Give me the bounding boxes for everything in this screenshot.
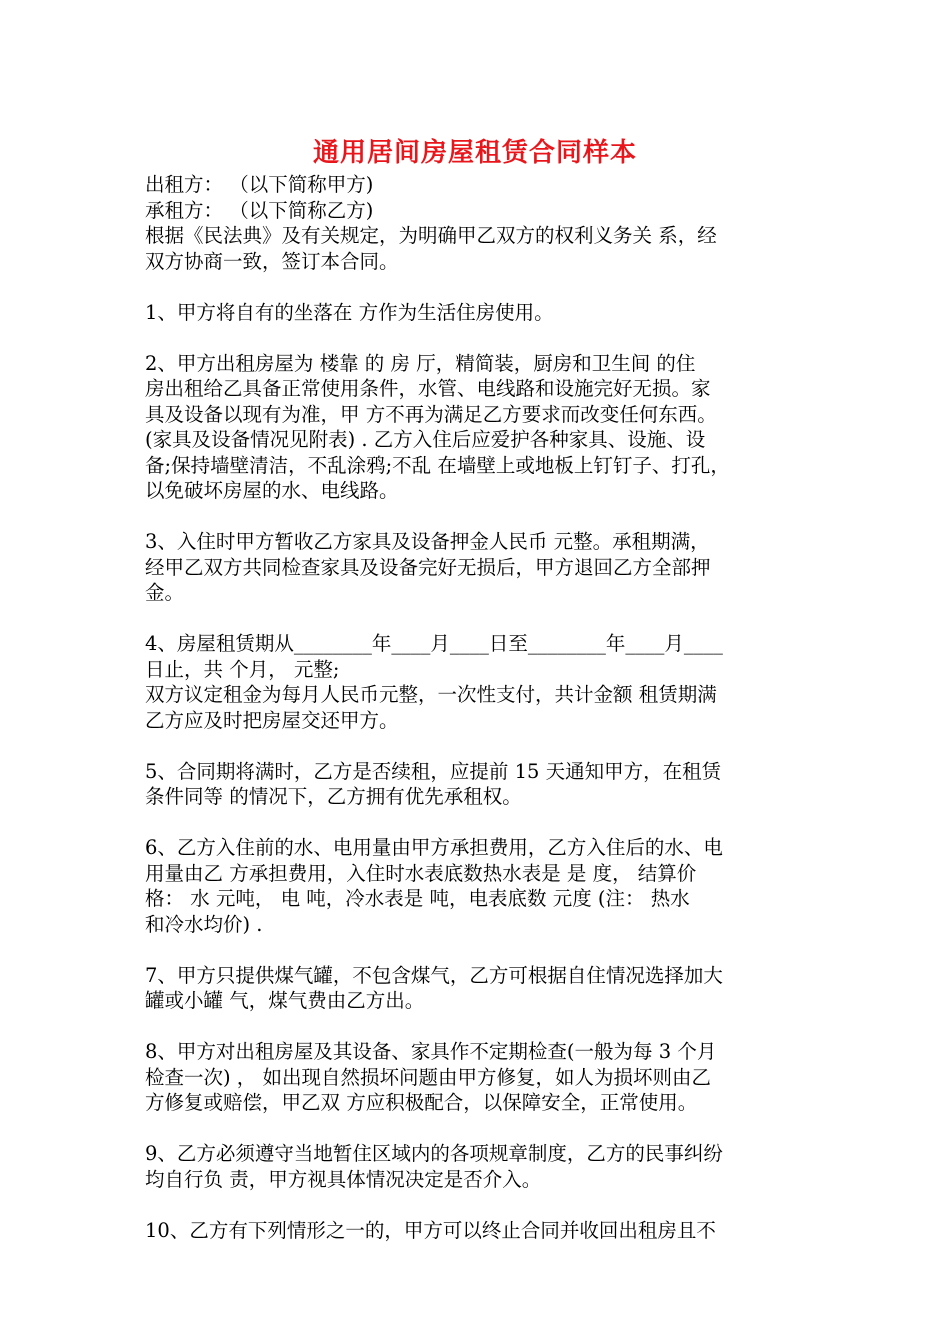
clause-line: 检查一次) ， 如出现自然损坏问题由甲方修复，如人为损坏则由乙 [145, 1065, 712, 1089]
clause-10 [145, 1218, 815, 1244]
preamble-line: 双方协商一致，签订本合同。 [145, 249, 399, 273]
clause-line: 2、甲方出租房屋为 楼靠 的 房 厅，精简装，厨房和卫生间 的住 [145, 351, 696, 375]
clause-5 [145, 759, 815, 810]
clause-line: 房出租给乙具备正常使用条件，水管、电线路和设施完好无损。家 [145, 377, 711, 400]
clause-line: 均自行负 责，甲方视具体情况决定是否介入。 [145, 1167, 542, 1191]
clause-line: 1、甲方将自有的坐落在 方作为生活住房使用。 [145, 300, 554, 324]
clause-line: 10、乙方有下列情形之一的，甲方可以终止合同并收回出租房且不 [145, 1218, 716, 1242]
clause-line: 方修复或赔偿，甲乙双 方应积极配合，以保障安全，正常使用。 [145, 1091, 698, 1114]
lessee-line: 承租方： （以下简称乙方) [145, 198, 374, 222]
clause-8 [145, 1039, 815, 1116]
clause-line: 4、房屋租赁期从________年____月____日至________年____月____ [145, 632, 723, 655]
lessor-line: 出租方： （以下简称甲方) [145, 173, 374, 196]
clause-9 [145, 1141, 815, 1192]
clause-line: 备;保持墙壁清洁，不乱涂鸦;不乱 在墙壁上或地板上钉钉子、打孔， [145, 453, 730, 477]
clause-line: 5、合同期将满时，乙方是否续租，应提前 15 天通知甲方，在租赁 [145, 759, 722, 783]
clause-line: (家具及设备情况见附表) . 乙方入住后应爱护各种家具、设施、设 [145, 428, 706, 451]
clause-1 [145, 300, 815, 326]
document-title: 通用居间房屋租赁合同样本 [312, 138, 637, 168]
clause-line: 条件同等 的情况下，乙方拥有优先承租权。 [145, 785, 522, 808]
clause-line: 经甲乙双方共同检查家具及设备完好无损后，甲方退回乙方全部押 [145, 555, 711, 579]
clause-line: 7、甲方只提供煤气罐，不包含煤气，乙方可根据自住情况选择加大 [145, 963, 723, 987]
clause-line: 乙方应及时把房屋交还甲方。 [145, 708, 399, 732]
clause-line: 和冷水均价) . [145, 912, 263, 936]
clause-line: 以免破坏房屋的水、电线路。 [145, 479, 399, 502]
clause-line: 金。 [145, 581, 185, 604]
clause-2 [145, 351, 815, 504]
preamble-line: 根据《民法典》及有关规定，为明确甲乙双方的权利义务关 系，经 [145, 224, 717, 247]
clause-line: 具及设备以现有为准，甲 方不再为满足乙方要求而改变任何东西。 [145, 402, 717, 426]
clause-line: 9、乙方必须遵守当地暂住区域内的各项规章制度，乙方的民事纠纷 [145, 1142, 723, 1165]
clause-7 [145, 963, 815, 1014]
clause-3 [145, 529, 815, 606]
clause-6 [145, 835, 815, 937]
clause-line: 3、入住时甲方暂收乙方家具及设备押金人民币 元整。承租期满， [145, 530, 710, 553]
clause-line: 用量由乙 方承担费用，入住时水表底数热水表是 是 度， 结算价 [145, 861, 697, 885]
clause-line: 8、甲方对出租房屋及其设备、家具作不定期检查(一般为每 3 个月 [145, 1040, 717, 1063]
clause-line: 格： 水 元吨， 电 吨，冷水表是 吨，电表底数 元度 (注： 热水 [145, 887, 690, 910]
clause-line: 6、乙方入住前的水、电用量由甲方承担费用，乙方入住后的水、电 [145, 836, 723, 859]
clause-line: 日止，共 个月， 元整; [145, 657, 340, 681]
clause-line: 双方议定租金为每月人民币元整，一次性支付，共计金额 租赁期满 [145, 683, 717, 706]
clause-4 [145, 631, 815, 733]
clause-line: 罐或小罐 气，煤气费由乙方出。 [145, 989, 425, 1012]
document-body [145, 172, 815, 1243]
intro-block [145, 172, 815, 274]
